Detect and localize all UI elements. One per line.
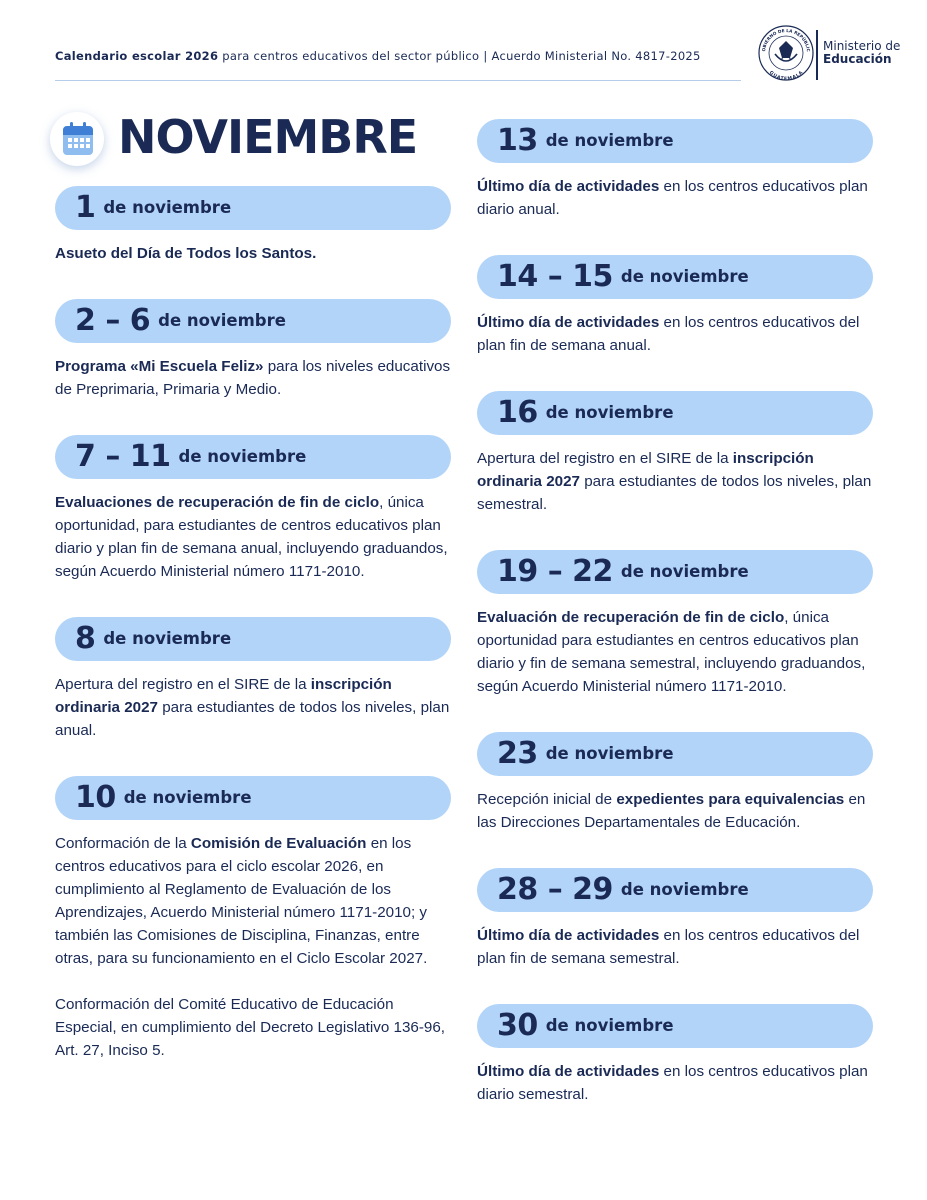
event-description xyxy=(477,1060,873,1106)
event-entry xyxy=(477,119,873,221)
svg-text:GUATEMALA xyxy=(768,70,805,82)
date-pill xyxy=(477,868,873,912)
body-text: en los centros educativos para el ciclo escolar 2026, en cumplimiento al Reglamento de Evaluación de los Aprendizajes, Acuerdo Ministerial número 1171-2010; y también las Comisiones de Disciplina, Finanzas, entre otras, para su funcionamiento en el Ciclo Escolar 2027. xyxy=(55,835,428,967)
date-number: 7 – 11 xyxy=(75,439,171,474)
event-entry xyxy=(477,1004,873,1106)
description-paragraph xyxy=(477,788,873,834)
date-month-label: de noviembre xyxy=(123,788,252,807)
seal-text-bottom: GUATEMALA xyxy=(767,70,805,82)
date-number: 30 xyxy=(497,1008,538,1043)
body-text: para los niveles educativos de Preprimaria, Primaria y Medio. xyxy=(55,358,451,398)
month-title: NOVIEMBRE xyxy=(118,110,418,164)
description-paragraph xyxy=(55,993,451,1062)
body-text: Apertura del registro en el SIRE de la xyxy=(55,676,311,693)
description-paragraph xyxy=(55,242,451,265)
description-paragraph xyxy=(477,606,873,698)
event-entry xyxy=(55,186,451,265)
event-entry xyxy=(477,868,873,970)
body-text: para estudiantes de todos los niveles, plan anual. xyxy=(55,699,450,739)
event-description xyxy=(477,788,873,834)
description-paragraph xyxy=(55,491,451,583)
date-number: 13 xyxy=(497,123,538,158)
header-subtitle: para centros educativos del sector público | Acuerdo Ministerial No. 4817-2025 xyxy=(218,49,701,63)
date-number: 2 – 6 xyxy=(75,303,151,338)
date-pill xyxy=(55,435,451,479)
seal-text-top: OBIERNO DE LA REPÚBLIC xyxy=(761,28,811,53)
date-pill xyxy=(55,617,451,661)
date-month-label: de noviembre xyxy=(178,447,307,466)
date-month-label: de noviembre xyxy=(620,880,749,899)
date-pill xyxy=(55,776,451,820)
left-column xyxy=(55,186,451,1096)
event-entry xyxy=(55,299,451,401)
event-entry xyxy=(477,550,873,698)
event-entry xyxy=(55,435,451,583)
event-description xyxy=(55,242,451,265)
highlight-text: Asueto del Día de Todos los Santos. xyxy=(55,245,317,262)
highlight-text: Comisión de Evaluación xyxy=(190,835,367,852)
date-pill xyxy=(477,1004,873,1048)
event-description xyxy=(477,924,873,970)
event-entry xyxy=(477,391,873,516)
highlight-text: inscripción ordinaria 2027 xyxy=(55,676,392,716)
date-number: 14 – 15 xyxy=(497,259,613,294)
description-paragraph xyxy=(477,1060,873,1106)
body-text: Conformación del Comité Educativo de Educación Especial, en cumplimiento del Decreto Legislativo 136-96, Art. 27, Inciso 5. xyxy=(55,996,446,1059)
body-text: en los centros educativos del plan fin de semana semestral. xyxy=(477,927,860,967)
description-paragraph xyxy=(477,924,873,970)
date-number: 19 – 22 xyxy=(497,554,613,589)
date-number: 28 – 29 xyxy=(497,872,613,907)
date-number: 16 xyxy=(497,395,538,430)
date-number: 1 xyxy=(75,190,96,225)
body-text: Apertura del registro en el SIRE de la xyxy=(477,450,733,467)
logo-divider xyxy=(816,30,818,80)
description-paragraph xyxy=(477,311,873,357)
date-month-label: de noviembre xyxy=(545,1016,674,1035)
date-pill xyxy=(55,186,451,230)
body-text: Conformación de la xyxy=(55,835,191,852)
event-entry xyxy=(477,732,873,834)
date-pill xyxy=(477,550,873,594)
calendar-badge xyxy=(50,112,104,166)
highlight-text: Último día de actividades xyxy=(477,314,660,331)
highlight-text: Evaluación de recuperación de fin de ciclo xyxy=(477,609,785,626)
date-number: 8 xyxy=(75,621,96,656)
event-description xyxy=(477,175,873,221)
event-description xyxy=(55,673,451,742)
body-text: , única oportunidad para estudiantes en centros educativos plan diario y fin de semana semestral, incluyendo graduandos, según Acuerdo Ministerial número 1171-2010. xyxy=(477,609,866,695)
body-text: para estudiantes de todos los niveles, plan semestral. xyxy=(477,473,872,513)
description-paragraph xyxy=(55,355,451,401)
highlight-text: Evaluaciones de recuperación de fin de ciclo xyxy=(55,494,380,511)
guatemala-seal-icon xyxy=(757,24,815,82)
header-divider xyxy=(55,80,741,81)
body-text: en los centros educativos del plan fin de semana anual. xyxy=(477,314,860,354)
date-month-label: de noviembre xyxy=(545,403,674,422)
event-description xyxy=(477,311,873,357)
event-description xyxy=(477,606,873,698)
date-number: 23 xyxy=(497,736,538,771)
event-description xyxy=(55,355,451,401)
date-pill xyxy=(477,732,873,776)
date-month-label: de noviembre xyxy=(545,131,674,150)
highlight-text: inscripción ordinaria 2027 xyxy=(477,450,814,490)
event-entry xyxy=(55,776,451,1062)
date-number: 10 xyxy=(75,780,116,815)
date-pill xyxy=(477,119,873,163)
event-entry xyxy=(477,255,873,357)
body-text: en los centros educativos plan diario semestral. xyxy=(477,1063,868,1103)
highlight-text: Último día de actividades xyxy=(477,1063,660,1080)
ministry-line-2: Educación xyxy=(823,52,892,66)
event-description xyxy=(477,447,873,516)
description-paragraph xyxy=(55,832,451,970)
date-pill xyxy=(477,255,873,299)
event-description xyxy=(55,491,451,583)
date-month-label: de noviembre xyxy=(103,198,232,217)
body-text: Recepción inicial de xyxy=(477,791,617,808)
date-month-label: de noviembre xyxy=(620,267,749,286)
date-month-label: de noviembre xyxy=(620,562,749,581)
description-paragraph xyxy=(477,175,873,221)
body-text: en las Direcciones Departamentales de Educación. xyxy=(477,791,866,831)
date-month-label: de noviembre xyxy=(103,629,232,648)
description-paragraph xyxy=(477,447,873,516)
ministry-logo-text xyxy=(823,40,900,66)
date-month-label: de noviembre xyxy=(545,744,674,763)
document-header xyxy=(55,49,701,63)
highlight-text: expedientes para equivalencias xyxy=(616,791,845,808)
event-description xyxy=(55,832,451,1062)
calendar-icon xyxy=(61,121,95,157)
right-column xyxy=(477,119,873,1140)
date-pill xyxy=(477,391,873,435)
date-pill xyxy=(55,299,451,343)
ministry-line-1: Ministerio de xyxy=(823,39,901,53)
event-entry xyxy=(55,617,451,742)
body-text: en los centros educativos plan diario anual. xyxy=(477,178,868,218)
body-text: , única oportunidad, para estudiantes de centros educativos plan diario y plan fin de semana anual, incluyendo graduandos, según Acuerdo Ministerial número 1171-2010. xyxy=(55,494,448,580)
description-paragraph xyxy=(55,673,451,742)
date-month-label: de noviembre xyxy=(158,311,286,330)
highlight-text: Último día de actividades xyxy=(477,178,660,195)
header-title: Calendario escolar 2026 xyxy=(55,49,219,63)
highlight-text: Programa «Mi Escuela Feliz» xyxy=(55,358,264,375)
highlight-text: Último día de actividades xyxy=(477,927,660,944)
